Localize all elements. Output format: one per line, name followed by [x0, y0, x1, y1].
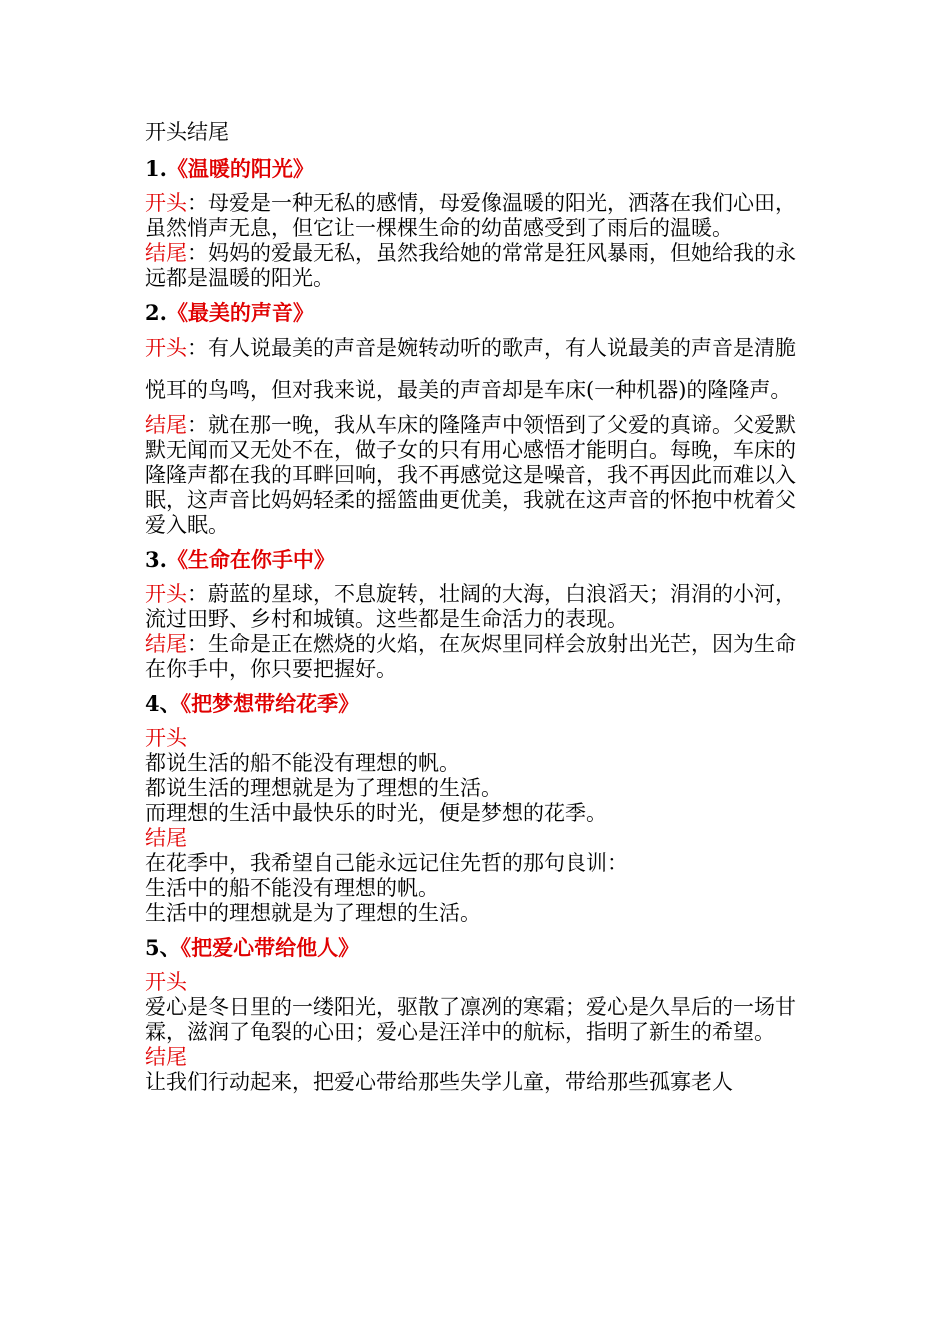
section-title-5 — [145, 934, 810, 962]
opening-label: 开头 — [145, 970, 187, 994]
ending-label: 结尾 — [145, 826, 187, 850]
ending-text: 就在那一晚，我从车床的隆隆声中领悟到了父爱的真谛。父爱默默无闻而又无处不在，做子女的只有用心感悟才能明白。每晚，车床的隆隆声都在我的耳畔回响，我不再感觉这是噪音，我不再因此而难以入眠，这声音比妈妈轻柔的摇篮曲更优美，我就在这声音的怀抱中枕着父爱入眠。 — [145, 413, 796, 537]
section-3-opening: 开头：蔚蓝的星球，不息旋转，壮阔的大海，白浪滔天；涓涓的小河，流过田野、乡村和城镇。这些都是生命活力的表现。 — [145, 582, 796, 631]
section-title-2 — [145, 299, 810, 327]
ending-line: 生活中的船不能没有理想的帆。 — [145, 876, 439, 900]
section-name: 《生命在你手中》 — [166, 547, 335, 572]
opening-label: 开头 — [145, 726, 187, 750]
opening-label: 开头 — [145, 191, 187, 215]
opening-text: 蔚蓝的星球，不息旋转，壮阔的大海，白浪滔天；涓涓的小河，流过田野、乡村和城镇。这些都是生命活力的表现。 — [145, 582, 796, 631]
opening-line: 都说生活的理想就是为了理想的生活。 — [145, 776, 502, 800]
ending-text: 生命是正在燃烧的火焰，在灰烬里同样会放射出光芒，因为生命在你手中，你只要把握好。 — [145, 632, 796, 681]
section-1-ending: 结尾：妈妈的爱最无私，虽然我给她的常常是狂风暴雨，但她给我的永远都是温暖的阳光。 — [145, 241, 796, 290]
document-title: 开头结尾 — [145, 120, 229, 144]
section-number: 3. — [145, 547, 167, 572]
section-5-opening: 爱心是冬日里的一缕阳光，驱散了凛冽的寒霜；爱心是久旱后的一场甘霖，滋润了龟裂的心田；爱心是汪洋中的航标，指明了新生的希望。 — [145, 995, 796, 1044]
section-1-opening: 开头：母爱是一种无私的感情，母爱像温暖的阳光，洒落在我们心田，虽然悄声无息，但它让一棵棵生命的幼苗感受到了雨后的温暖。 — [145, 191, 796, 240]
section-number: 2. — [145, 300, 167, 325]
section-title-3 — [145, 546, 810, 574]
section-3-ending: 结尾：生命是正在燃烧的火焰，在灰烬里同样会放射出光芒，因为生命在你手中，你只要把握好。 — [145, 632, 796, 681]
opening-line: 都说生活的船不能没有理想的帆。 — [145, 751, 460, 775]
ending-line: 生活中的理想就是为了理想的生活。 — [145, 901, 481, 925]
section-2-ending: 结尾：就在那一晚，我从车床的隆隆声中领悟到了父爱的真谛。父爱默默无闻而又无处不在，做子女的只有用心感悟才能明白。每晚，车床的隆隆声都在我的耳畔回响，我不再感觉这是噪音，我不再因此而难以入眠，这声音比妈妈轻柔的摇篮曲更优美，我就在这声音的怀抱中枕着父爱入眠。 — [145, 413, 796, 537]
opening-label: 开头 — [145, 336, 187, 360]
section-name: 《温暖的阳光》 — [166, 156, 314, 181]
opening-text: 有人说最美的声音是婉转动听的歌声，有人说最美的声音是清脆悦耳的鸟鸣，但对我来说，最美的声音却是车床(一种机器)的隆隆声。 — [145, 336, 796, 402]
ending-label: 结尾 — [145, 632, 187, 656]
document-page — [145, 118, 810, 1095]
ending-label: 结尾 — [145, 1045, 187, 1069]
ending-text: 妈妈的爱最无私，虽然我给她的常常是狂风暴雨，但她给我的永远都是温暖的阳光。 — [145, 241, 796, 290]
opening-text: 母爱是一种无私的感情，母爱像温暖的阳光，洒落在我们心田，虽然悄声无息，但它让一棵棵生命的幼苗感受到了雨后的温暖。 — [145, 191, 796, 240]
section-name: 《最美的声音》 — [166, 300, 314, 325]
ending-label: 结尾 — [145, 413, 187, 437]
section-2-opening: 开头：有人说最美的声音是婉转动听的歌声，有人说最美的声音是清脆悦耳的鸟鸣，但对我来说，最美的声音却是车床(一种机器)的隆隆声。 — [145, 336, 796, 402]
section-5-ending: 让我们行动起来，把爱心带给那些失学儿童，带给那些孤寡老人 — [145, 1070, 733, 1094]
section-name: 《把梦想带给花季》 — [180, 691, 360, 716]
ending-label: 结尾 — [145, 241, 187, 265]
opening-label: 开头 — [145, 582, 187, 606]
section-title-4 — [145, 690, 810, 718]
section-number: 4、 — [145, 691, 181, 716]
section-number: 1. — [145, 156, 167, 181]
section-number: 5、 — [145, 935, 181, 960]
ending-line: 在花季中，我希望自己能永远记住先哲的那句良训： — [145, 851, 628, 875]
opening-line: 而理想的生活中最快乐的时光，便是梦想的花季。 — [145, 801, 607, 825]
section-name: 《把爱心带给他人》 — [180, 935, 360, 960]
section-title-1 — [145, 155, 810, 183]
